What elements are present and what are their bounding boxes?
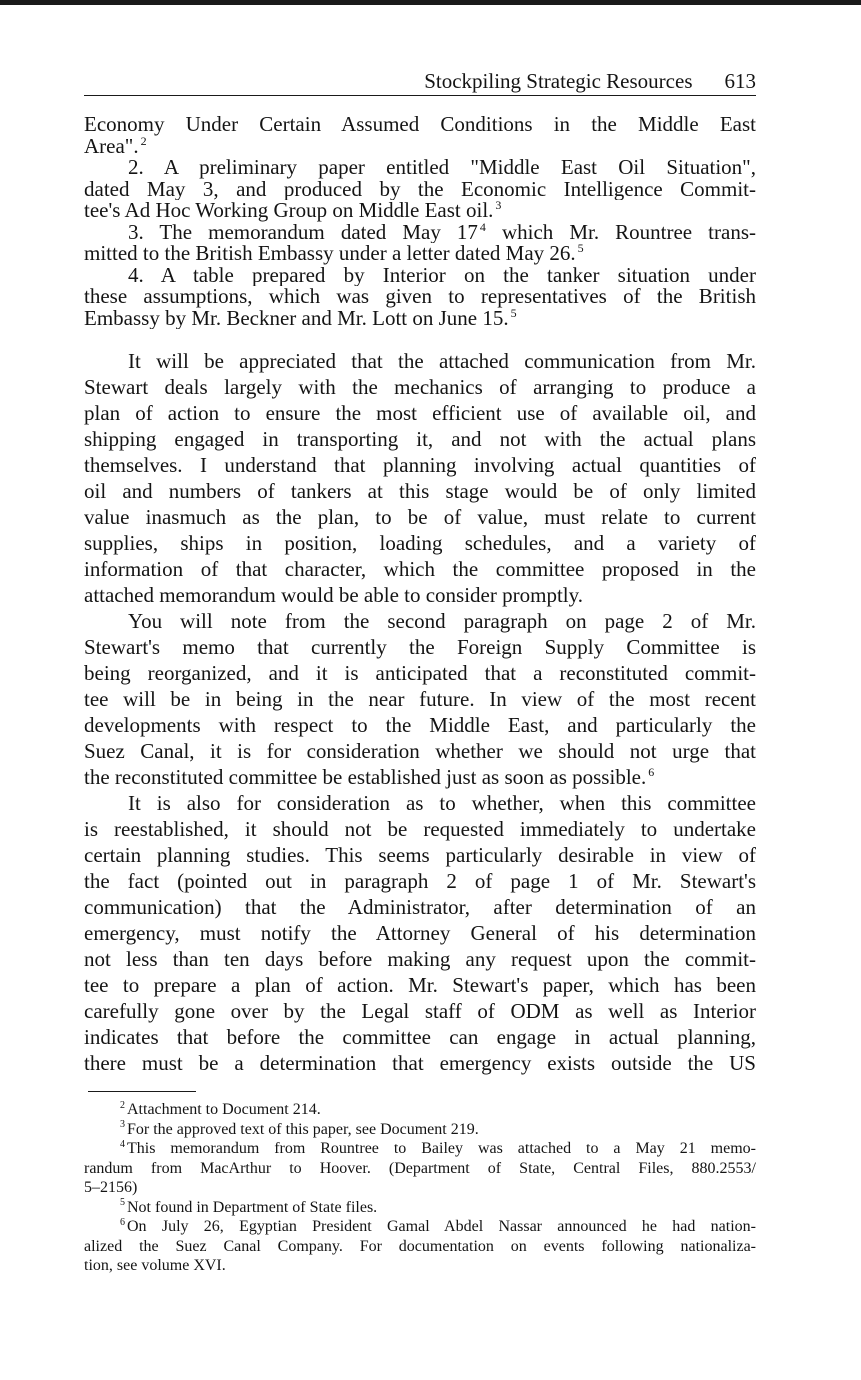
- paragraph-line: plan of action to ensure the most efficient use of available oil, and: [84, 401, 756, 425]
- paragraph-line: not less than ten days before making any request upon the commit-: [84, 947, 756, 971]
- list-line: tee's Ad Hoc Working Group on Middle East oil. $^3$: [84, 200, 502, 222]
- paragraph-line: It will be appreciated that the attached communication from Mr.: [128, 349, 756, 373]
- list-line: Area". $^2$: [84, 135, 147, 157]
- footnote-4: $^4$ This memorandum from Rountree to Bailey was attached to a May 21 memo-: [120, 1139, 756, 1157]
- paragraph-line: the reconstituted committee be established just as soon as possible. $^6$: [84, 765, 655, 789]
- paragraph-line: shipping engaged in transporting it, and not with the actual plans: [84, 427, 756, 451]
- footnote-ref: 2: [140, 135, 147, 148]
- paragraph-line: information of that character, which the committee proposed in the: [84, 557, 756, 581]
- paragraph-line: developments with respect to the Middle East, and particularly the: [84, 713, 756, 737]
- footnote-ref: 5: [577, 243, 584, 255]
- top-border-rule: [0, 0, 861, 5]
- list-item-2: 2. A preliminary paper entitled "Middle East Oil Situation",: [128, 157, 756, 179]
- footnote-ref: 3: [495, 200, 502, 212]
- footnotes: [84, 1100, 756, 1276]
- paragraph-line: oil and numbers of tankers at this stage would be of only limited: [84, 479, 756, 503]
- body-paragraph-1: [84, 348, 756, 608]
- body-paragraph-2: [84, 608, 756, 790]
- footnote-2: $^2$ Attachment to Document 214.: [120, 1100, 321, 1118]
- paragraph-line: is reestablished, it should not be requested immediately to undertake: [84, 817, 756, 841]
- list-line: Economy Under Certain Assumed Conditions in the Middle East: [84, 114, 756, 136]
- list-line: these assumptions, which was given to representatives of the British: [84, 286, 756, 308]
- list-line: mitted to the British Embassy under a letter dated May 26. $^5$: [84, 243, 584, 265]
- body-paragraph-3: [84, 790, 756, 1076]
- footnote-ref: 6: [648, 765, 655, 779]
- paragraph-line: It is also for consideration as to whether, when this committee: [128, 791, 756, 815]
- list-line: dated May 3, and produced by the Economic Intelligence Commit-: [84, 178, 756, 200]
- paragraph-line: You will note from the second paragraph on page 2 of Mr.: [128, 609, 756, 633]
- footnote-5: $^5$ Not found in Department of State files.: [120, 1197, 378, 1216]
- numbered-document-list: [84, 114, 756, 329]
- paragraph-line: tee to prepare a plan of action. Mr. Stewart's paper, which has been: [84, 973, 756, 997]
- footnote-separator: [88, 1091, 196, 1092]
- paragraph-line: value inasmuch as the plan, to be of value, must relate to current: [84, 505, 756, 529]
- paragraph-line: Stewart deals largely with the mechanics of arranging to produce a: [84, 375, 756, 399]
- paragraph-line: carefully gone over by the Legal staff of ODM as well as Interior: [84, 999, 756, 1023]
- paragraph-line: being reorganized, and it is anticipated that a reconstituted commit-: [84, 661, 756, 685]
- footnote-line: tion, see volume XVI.: [84, 1257, 226, 1274]
- paragraph-line: supplies, ships in position, loading schedules, and a variety of: [84, 531, 756, 555]
- footnote-line: 5–2156): [84, 1179, 138, 1196]
- list-line: Embassy by Mr. Beckner and Mr. Lott on June 15. $^5$: [84, 307, 517, 329]
- paragraph-line: the fact (pointed out in paragraph 2 of page 1 of Mr. Stewart's: [84, 869, 756, 893]
- running-title: Stockpiling Strategic Resources: [424, 69, 693, 93]
- paragraph-line: Stewart's memo that currently the Foreign Supply Committee is: [84, 635, 756, 659]
- paragraph-line: themselves. I understand that planning involving actual quantities of: [84, 453, 756, 477]
- paragraph-line: there must be a determination that emergency exists outside the US: [84, 1051, 756, 1075]
- paragraph-line: Suez Canal, it is for consideration whether we should not urge that: [84, 739, 756, 763]
- footnote-6: $^6$ On July 26, Egyptian President Gamal Abdel Nassar announced he had nation-: [120, 1217, 756, 1235]
- footnote-line: randum from MacArthur to Hoover. (Department of State, Central Files, 880.2553/: [84, 1159, 756, 1177]
- paragraph-line: indicates that before the committee can engage in actual planning,: [84, 1025, 756, 1049]
- paragraph-line: attached memorandum would be able to consider promptly.: [84, 583, 583, 607]
- footnote-ref: 4: [479, 221, 486, 234]
- footnote-ref: 5: [510, 307, 517, 320]
- paragraph-line: certain planning studies. This seems particularly desirable in view of: [84, 843, 756, 867]
- running-header: [84, 70, 756, 96]
- paragraph-line: emergency, must notify the Attorney General of his determination: [84, 921, 756, 945]
- list-item-3: 3. The memorandum dated May 17 $^4$ which Mr. Rountree trans-: [128, 221, 756, 243]
- paragraph-line: communication) that the Administrator, after determination of an: [84, 895, 756, 919]
- list-item-4: 4. A table prepared by Interior on the tanker situation under: [128, 264, 756, 286]
- footnote-3: $^3$ For the approved text of this paper, see Document 219.: [120, 1119, 479, 1138]
- page-number: 613: [724, 69, 756, 93]
- paragraph-line: tee will be in being in the near future. In view of the most recent: [84, 687, 756, 711]
- footnote-line: alized the Suez Canal Company. For documentation on events following nationaliza-: [84, 1237, 756, 1255]
